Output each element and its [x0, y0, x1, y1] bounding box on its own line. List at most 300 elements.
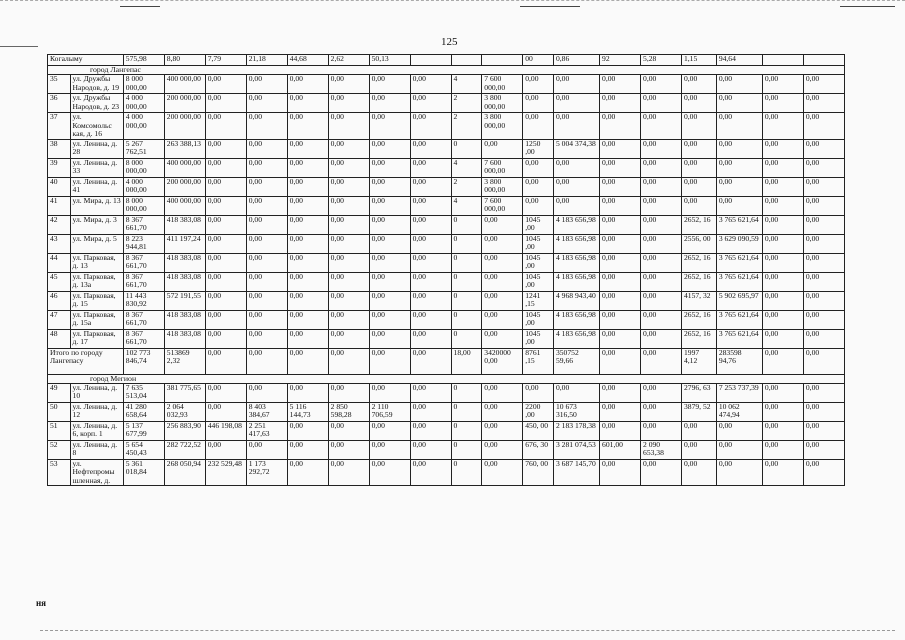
table-cell: 0,00	[287, 158, 328, 177]
table-cell: 0,00	[410, 94, 451, 113]
table-cell: 2 090 653,38	[641, 441, 682, 460]
table-cell: 0,00	[641, 75, 682, 94]
table-cell: 0,00	[553, 177, 599, 196]
table-cell: 418 383,08	[164, 329, 205, 348]
table-cell: 0,00	[328, 384, 369, 403]
table-cell: 0,00	[553, 113, 599, 139]
table-cell: 0,00	[681, 422, 716, 441]
table-cell: 3 281 074,53	[553, 441, 599, 460]
table-cell: 2 064 032,93	[164, 403, 205, 422]
table-cell: 0,00	[369, 310, 410, 329]
table-cell: 0,00	[410, 113, 451, 139]
table-cell: 0,00	[482, 234, 523, 253]
table-cell: 7 635 513,04	[123, 384, 164, 403]
table-cell: 0	[451, 384, 482, 403]
table-cell: 0,00	[681, 139, 716, 158]
table-cell: 0,00	[410, 215, 451, 234]
table-cell: 0,00	[553, 384, 599, 403]
table-cell: 200 000,00	[164, 94, 205, 113]
table-cell: 572 191,55	[164, 291, 205, 310]
table-cell: 8 367 661,70	[123, 253, 164, 272]
table-cell: 0,00	[287, 329, 328, 348]
table-cell: 0	[451, 441, 482, 460]
table-cell: 0,00	[328, 272, 369, 291]
row-number: 47	[48, 310, 71, 329]
section-row	[48, 66, 845, 75]
table-cell: 0,00	[205, 272, 246, 291]
table-cell: 0,00	[803, 272, 844, 291]
table-cell: 0,00	[600, 158, 641, 177]
table-cell: 0,00	[328, 177, 369, 196]
table-cell: 50,13	[369, 55, 410, 66]
table-cell: 0,00	[600, 177, 641, 196]
table-cell: 0,00	[328, 139, 369, 158]
table-cell: 4 000 000,00	[123, 94, 164, 113]
table-cell: 8 367 661,70	[123, 215, 164, 234]
table-cell: 2	[451, 94, 482, 113]
address-cell: ул. Парковая, д. 13	[70, 253, 123, 272]
table-cell: 0,00	[600, 272, 641, 291]
table-cell: 0,00	[523, 177, 554, 196]
scan-artifact	[520, 6, 580, 7]
table-cell: 350752 59,66	[553, 348, 599, 374]
row-number: 44	[48, 253, 71, 272]
table-cell: 0,00	[523, 94, 554, 113]
table-cell: 0,00	[600, 348, 641, 374]
table-cell: 8 223 944,81	[123, 234, 164, 253]
table-cell: 0,00	[369, 113, 410, 139]
table-cell: 8 403 384,67	[246, 403, 287, 422]
table-cell: 7 600 000,00	[482, 158, 523, 177]
table-cell: 0,00	[762, 75, 803, 94]
address-cell: ул. Комсомольс кая, д. 16	[70, 113, 123, 139]
table-cell: 760, 00	[523, 460, 554, 486]
table-cell: 0,00	[553, 94, 599, 113]
address-cell: ул. Ленина, д. 8	[70, 441, 123, 460]
table-cell: 0,00	[641, 310, 682, 329]
table-cell: 381 775,65	[164, 384, 205, 403]
table-cell: 4 183 656,98	[553, 329, 599, 348]
table-cell: 4 183 656,98	[553, 272, 599, 291]
table-cell: 0,00	[246, 348, 287, 374]
table-cell: 0,00	[803, 139, 844, 158]
table-cell: 3 765 621,64	[716, 329, 762, 348]
row-number: 48	[48, 329, 71, 348]
table-cell: 4 183 656,98	[553, 215, 599, 234]
table-cell: 0,00	[205, 348, 246, 374]
table-cell: 0,00	[205, 94, 246, 113]
table-cell: 1241 ,15	[523, 291, 554, 310]
row-number: 52	[48, 441, 71, 460]
table-cell: 418 383,08	[164, 272, 205, 291]
table-cell: 0,00	[600, 234, 641, 253]
table-cell: 4 183 656,98	[553, 310, 599, 329]
table-cell: 0,00	[641, 329, 682, 348]
table-cell: 0,00	[482, 253, 523, 272]
table-cell: 0,00	[641, 158, 682, 177]
table-row	[48, 291, 845, 310]
table-cell: 0,00	[369, 460, 410, 486]
table-cell: 0,00	[600, 75, 641, 94]
table-cell: 2	[451, 177, 482, 196]
table-cell: 0,00	[205, 113, 246, 139]
table-cell: 0,00	[803, 348, 844, 374]
table-cell: 0,00	[803, 113, 844, 139]
table-cell: 1045 ,00	[523, 253, 554, 272]
table-cell: 0,00	[681, 460, 716, 486]
table-cell: 0,00	[641, 291, 682, 310]
table-cell: 0,00	[716, 113, 762, 139]
table-cell: 0,00	[641, 348, 682, 374]
table-cell: 0,00	[681, 158, 716, 177]
table-cell: 0,00	[205, 196, 246, 215]
table-cell: 0,00	[287, 139, 328, 158]
table-cell: 0,00	[410, 460, 451, 486]
table-cell: 0,00	[523, 75, 554, 94]
table-cell: 0,00	[246, 441, 287, 460]
table-cell: 2 110 706,59	[369, 403, 410, 422]
table-cell: 10 673 316,50	[553, 403, 599, 422]
table-cell: 575,98	[123, 55, 164, 66]
table-cell: 0,00	[482, 441, 523, 460]
table-cell: 0,00	[762, 310, 803, 329]
address-cell: ул. Ленина, д. 33	[70, 158, 123, 177]
table-cell: 0,00	[328, 215, 369, 234]
table-cell: 0,00	[641, 196, 682, 215]
table-cell: 0	[451, 215, 482, 234]
table-row	[48, 441, 845, 460]
table-cell: 676, 30	[523, 441, 554, 460]
table-cell: 5,28	[641, 55, 682, 66]
table-cell: 0,00	[716, 158, 762, 177]
table-cell: 3 765 621,64	[716, 310, 762, 329]
table-cell: 7 600 000,00	[482, 196, 523, 215]
table-cell: 400 000,00	[164, 75, 205, 94]
table-cell: 0,00	[328, 234, 369, 253]
table-row	[48, 253, 845, 272]
table-cell: 0,00	[369, 348, 410, 374]
row-number: 49	[48, 384, 71, 403]
table-cell: 0,00	[716, 177, 762, 196]
table-row	[48, 384, 845, 403]
table-cell: 1250 ,00	[523, 139, 554, 158]
table-row-top	[48, 55, 845, 66]
table-cell: 0,00	[205, 177, 246, 196]
table-cell: 0,00	[553, 196, 599, 215]
table-cell: 2 850 598,28	[328, 403, 369, 422]
table-row	[48, 215, 845, 234]
row-number: 40	[48, 177, 71, 196]
table-cell: 0,00	[641, 113, 682, 139]
table-cell: 0,00	[246, 384, 287, 403]
table-row	[48, 113, 845, 139]
table-cell: 4 968 943,40	[553, 291, 599, 310]
row-number: 51	[48, 422, 71, 441]
table-cell: 0,00	[600, 329, 641, 348]
table-cell: 0,00	[762, 94, 803, 113]
table-cell: 0,00	[482, 329, 523, 348]
table-cell: 0,00	[246, 196, 287, 215]
table-cell: 0,00	[641, 422, 682, 441]
scan-artifact	[840, 6, 895, 7]
table-cell: 0,00	[287, 75, 328, 94]
table-cell: 0,00	[205, 403, 246, 422]
table-cell: 11 443 830,92	[123, 291, 164, 310]
table-cell: 0,00	[328, 75, 369, 94]
row-number: 37	[48, 113, 71, 139]
table-cell: 0,00	[600, 113, 641, 139]
table-cell: 0,00	[803, 310, 844, 329]
table-cell: 5 267 762,51	[123, 139, 164, 158]
table-cell: 0,00	[410, 75, 451, 94]
table-cell: 0,00	[410, 441, 451, 460]
table-row	[48, 139, 845, 158]
table-cell: 0,00	[287, 215, 328, 234]
table-row	[48, 460, 845, 486]
table-cell: 0,00	[482, 291, 523, 310]
table-row	[48, 329, 845, 348]
address-cell: ул. Ленина, д. 12	[70, 403, 123, 422]
table-cell: 0,00	[681, 441, 716, 460]
table-cell: 1045 ,00	[523, 234, 554, 253]
table-cell: 21,18	[246, 55, 287, 66]
table-cell: 0,00	[287, 272, 328, 291]
table-cell: 0	[451, 253, 482, 272]
row-number: 46	[48, 291, 71, 310]
table-cell: 0,00	[410, 139, 451, 158]
table-cell: 0,00	[369, 329, 410, 348]
table-cell: 1045 ,00	[523, 310, 554, 329]
table-cell: 7 253 737,39	[716, 384, 762, 403]
table-cell: 8 367 661,70	[123, 310, 164, 329]
table-cell: 8,80	[164, 55, 205, 66]
table-cell: 0,00	[410, 403, 451, 422]
table-cell: 0,00	[205, 158, 246, 177]
bottom-edge	[40, 630, 895, 632]
table-cell: 0,00	[246, 94, 287, 113]
table-cell: 0,00	[287, 196, 328, 215]
table-cell: 0,00	[716, 196, 762, 215]
table-cell: 0,00	[410, 329, 451, 348]
table-cell: 0,00	[600, 253, 641, 272]
table-cell: 0,00	[369, 94, 410, 113]
table-cell: 8 000 000,00	[123, 158, 164, 177]
table-cell: 513869 2,32	[164, 348, 205, 374]
table-cell: 418 383,08	[164, 215, 205, 234]
data-table	[47, 54, 845, 486]
table-cell: 3 800 000,00	[482, 113, 523, 139]
table-cell: 0,00	[369, 177, 410, 196]
table-cell: 0,00	[205, 291, 246, 310]
table-cell: 450, 00	[523, 422, 554, 441]
row-number: 43	[48, 234, 71, 253]
table-cell: 0,00	[328, 422, 369, 441]
address-cell: ул. Мира, д. 5	[70, 234, 123, 253]
table-cell: 0,00	[328, 329, 369, 348]
table-row	[48, 403, 845, 422]
table-cell: 0,00	[287, 348, 328, 374]
table-cell: 0,00	[328, 291, 369, 310]
table-cell: 263 388,13	[164, 139, 205, 158]
table-cell: 0,00	[762, 460, 803, 486]
table-cell: 0,00	[681, 113, 716, 139]
row-number: 41	[48, 196, 71, 215]
table-cell: 1 173 292,72	[246, 460, 287, 486]
table-cell: 0,00	[762, 441, 803, 460]
table-cell: 0,00	[369, 291, 410, 310]
total-row	[48, 348, 845, 374]
table-cell: 0,00	[246, 253, 287, 272]
table-cell: 0,00	[287, 113, 328, 139]
table-cell: 0,00	[803, 403, 844, 422]
table-cell: 0	[451, 291, 482, 310]
table-cell: 0,00	[762, 158, 803, 177]
table-cell: 0,00	[246, 272, 287, 291]
table-cell: 0,00	[482, 215, 523, 234]
table-cell: 0,00	[803, 234, 844, 253]
table-cell: 3 800 000,00	[482, 177, 523, 196]
table-cell: 0,00	[328, 348, 369, 374]
table-cell: 0,00	[246, 177, 287, 196]
row-number: 35	[48, 75, 71, 94]
table-cell: 3 629 090,59	[716, 234, 762, 253]
table-cell: 94,64	[716, 55, 762, 66]
table-cell: 1997 4,12	[681, 348, 716, 374]
table-cell: 0,00	[600, 94, 641, 113]
table-cell: 1045 ,00	[523, 272, 554, 291]
table-cell: 0,00	[641, 253, 682, 272]
table-cell: 0,00	[762, 113, 803, 139]
table-cell: 0,00	[287, 253, 328, 272]
table-cell	[451, 55, 482, 66]
table-cell: 0,00	[803, 158, 844, 177]
table-row	[48, 234, 845, 253]
table-cell: 2796, 63	[681, 384, 716, 403]
table-cell: 0,00	[803, 215, 844, 234]
table-cell: 10 062 474,94	[716, 403, 762, 422]
section-title: город Лангепас	[48, 66, 845, 75]
table-cell	[482, 55, 523, 66]
table-cell: 0,00	[482, 460, 523, 486]
table-cell: 0,00	[369, 441, 410, 460]
table-cell: 2200 ,00	[523, 403, 554, 422]
table-cell: 0,00	[410, 196, 451, 215]
table-cell: 0,00	[600, 460, 641, 486]
table-cell: 0,00	[328, 113, 369, 139]
table-cell	[410, 55, 451, 66]
table-cell: 2,62	[328, 55, 369, 66]
table-cell: 3420000 0,00	[482, 348, 523, 374]
table-cell: 5 004 374,38	[553, 139, 599, 158]
row-number: 38	[48, 139, 71, 158]
table-cell: 0,00	[641, 215, 682, 234]
table-row	[48, 158, 845, 177]
table-cell: 0,00	[482, 310, 523, 329]
table-cell: 1,15	[681, 55, 716, 66]
total-label: Итого по городу Лангепасу	[48, 348, 124, 374]
section-title: город Мегион	[48, 374, 845, 383]
table-cell: 0	[451, 403, 482, 422]
table-row	[48, 177, 845, 196]
table-cell: 0,00	[482, 272, 523, 291]
table-cell: 0	[451, 272, 482, 291]
table-cell: 0,00	[716, 422, 762, 441]
table-cell: 0,00	[553, 158, 599, 177]
row-number: 53	[48, 460, 71, 486]
row-number: 39	[48, 158, 71, 177]
table-cell: 0	[451, 329, 482, 348]
table-cell: 0,00	[803, 441, 844, 460]
table-cell: 0,00	[762, 196, 803, 215]
address-cell: ул. Ленина, д. 28	[70, 139, 123, 158]
footer-mark: ня	[36, 598, 47, 608]
table-cell: 3 800 000,00	[482, 94, 523, 113]
table-row	[48, 422, 845, 441]
table-cell: 0,00	[205, 215, 246, 234]
table-cell	[803, 55, 844, 66]
table-cell	[762, 55, 803, 66]
address-cell: ул. Парковая, д. 17	[70, 329, 123, 348]
table-cell: 0,00	[681, 196, 716, 215]
table-cell: 0,00	[205, 253, 246, 272]
table-cell: 5 137 677,99	[123, 422, 164, 441]
address-cell: ул. Ленина, д. 6, корп. 1	[70, 422, 123, 441]
table-cell: 2652, 16	[681, 272, 716, 291]
table-cell: 5 116 144,73	[287, 403, 328, 422]
table-cell: 8 367 661,70	[123, 329, 164, 348]
row-number: 50	[48, 403, 71, 422]
table-cell: 0,00	[328, 441, 369, 460]
table-cell: 0,00	[410, 253, 451, 272]
table-cell: 0,00	[205, 329, 246, 348]
table-cell: 0,00	[641, 139, 682, 158]
table-cell: 0,00	[287, 460, 328, 486]
table-cell: 0,00	[369, 253, 410, 272]
table-cell: 4	[451, 196, 482, 215]
table-cell: 0,00	[716, 441, 762, 460]
table-cell: 0,00	[716, 139, 762, 158]
table-cell: 0,00	[246, 215, 287, 234]
table-cell: 0,00	[328, 310, 369, 329]
table-cell: 4 000 000,00	[123, 113, 164, 139]
address-cell: ул. Дружбы Народов, д. 19	[70, 75, 123, 94]
table-cell: 4	[451, 75, 482, 94]
table-cell: 5 902 695,97	[716, 291, 762, 310]
table-cell: 0,00	[410, 348, 451, 374]
table-cell: 0,00	[246, 158, 287, 177]
table-cell: 8761 ,15	[523, 348, 554, 374]
address-cell: ул. Нефтепромы шленная, д.	[70, 460, 123, 486]
table-cell: 0	[451, 310, 482, 329]
table-cell: 283598 94,76	[716, 348, 762, 374]
table-cell: 0,00	[762, 403, 803, 422]
table-cell: 4 000 000,00	[123, 177, 164, 196]
table-cell: 0,00	[641, 234, 682, 253]
table-cell: 0,00	[803, 177, 844, 196]
table-cell: 2 251 417,63	[246, 422, 287, 441]
table-cell: 0,00	[523, 158, 554, 177]
table-cell: 0,00	[641, 177, 682, 196]
table-cell: 3 687 145,70	[553, 460, 599, 486]
table-cell: 418 383,08	[164, 310, 205, 329]
table-cell: 0,00	[762, 139, 803, 158]
table-cell: 0,00	[716, 75, 762, 94]
table-cell: 0,00	[600, 139, 641, 158]
address-cell: ул. Парковая, д. 15а	[70, 310, 123, 329]
table-row	[48, 94, 845, 113]
table-cell: 0,00	[523, 196, 554, 215]
table-cell: 0,00	[369, 384, 410, 403]
